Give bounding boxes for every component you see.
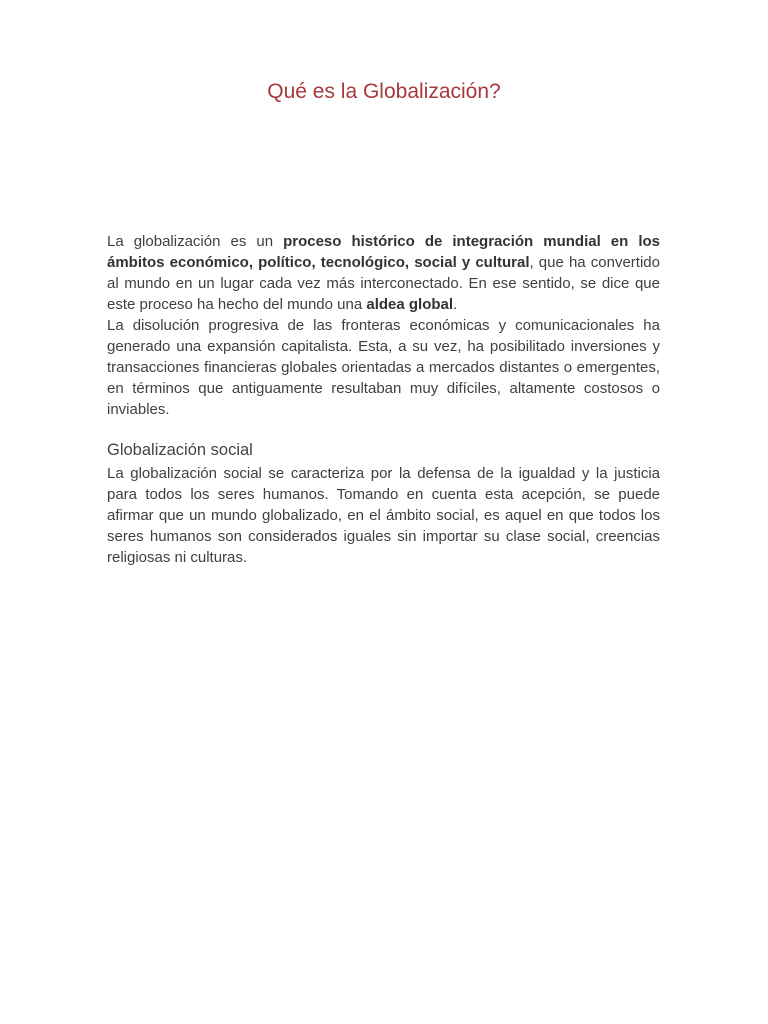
page-title: Qué es la Globalización? [267,80,501,103]
social-paragraph: La globalización social se caracteriza por la defensa de la igualdad y la justicia para todos los seres humanos. Tomando en cuenta esta acepción, se puede afirmar que un mundo globalizado, en el ámbito social, es aquel en que todos los seres humanos son considerados iguales sin importar su clase social, creencias religiosas ni culturas. [107,465,660,566]
intro-text-start: La globalización es un [107,233,284,250]
intro-text-end: . [453,296,458,313]
intro-definition-bold: proceso histórico de integración mundial en los ámbitos económico, político, tecnológico, social y cultural [107,233,660,271]
capitalism-paragraph: La disolución progresiva de las fronteras económicas y comunicacionales ha generado una expansión capitalista. Esta, a su vez, ha posibilitado inversiones y transacciones financieras globales orientadas a mercados distantes o emergentes, en términos que antiguamente resultaban muy difíciles, altamente costosos o inviables. [107,317,660,418]
section-heading-social: Globalización social [107,441,253,459]
document-body [107,231,660,568]
intro-paragraph [107,231,660,315]
intro-text-middle: , que ha convertido al mundo en un lugar cada vez más interconectado. En ese sentido, se dice que este proceso ha hecho del mundo una [107,254,660,313]
aldea-global-bold: aldea global [366,296,454,313]
